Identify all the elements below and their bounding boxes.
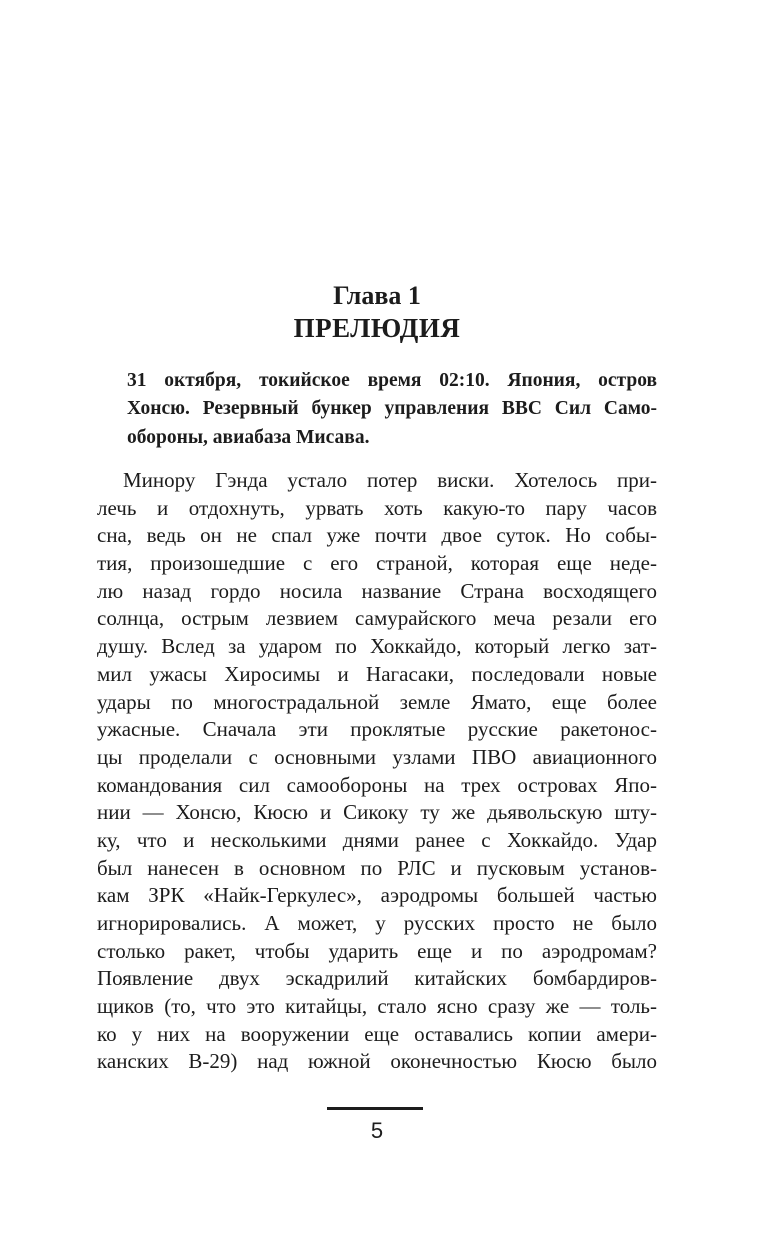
- text-line: ку, что и несколькими днями ранее с Хоккайдо. Удар: [97, 827, 657, 852]
- text-line: ко у них на вооружении еще оставались копии амери-: [97, 1021, 657, 1046]
- text-line: обороны, авиабаза Мисава.: [127, 426, 370, 448]
- text-line: нии — Хонсю, Кюсю и Сикоку ту же дьявольскую шту-: [97, 800, 657, 825]
- text-line: душу. Вслед за ударом по Хоккайдо, который легко зат-: [97, 634, 657, 659]
- text-line: лю назад гордо носила название Страна восходящего: [97, 578, 657, 603]
- text-line: щиков (то, что это китайцы, стало ясно сразу же — толь-: [97, 994, 657, 1019]
- page-number: 5: [370, 1118, 384, 1143]
- text-line: Минору Гэнда устало потер виски. Хотелось при-: [123, 468, 657, 492]
- scene-subtitle: [127, 367, 657, 452]
- text-line: 31 октября, токийское время 02:10. Япония, остров: [127, 370, 657, 391]
- text-line: канских В-29) над южной оконечностью Кюсю было: [97, 1049, 657, 1074]
- text-line: удары по многострадальной земле Ямато, еще более: [97, 689, 657, 714]
- chapter-title: ПРЕЛЮДИЯ: [293, 313, 461, 343]
- chapter-label: Глава 1: [333, 281, 421, 310]
- text-line: командования сил самообороны на трех островах Япо-: [97, 772, 657, 797]
- footer-rule: [327, 1107, 423, 1110]
- text-line: столько ракет, чтобы ударить еще и по аэродромам?: [97, 938, 657, 963]
- body-paragraph: [97, 467, 657, 1076]
- text-line: Хонсю. Резервный бункер управления ВВС Сил Само-: [127, 398, 657, 420]
- text-line: тия, произошедшие с его страной, которая еще неде-: [97, 551, 657, 576]
- text-line: был нанесен в основном по РЛС и пусковым установ-: [97, 855, 657, 880]
- text-line: Появление двух эскадрилий китайских бомбардиров-: [97, 966, 657, 991]
- chapter-heading: [97, 279, 657, 345]
- text-line: ужасные. Сначала эти проклятые русские ракетонос-: [97, 717, 657, 742]
- text-line: кам ЗРК «Найк-Геркулес», аэродромы большей частью: [97, 883, 657, 908]
- text-line: сна, ведь он не спал уже почти двое суток. Но собы-: [97, 523, 657, 548]
- text-line: мил ужасы Хиросимы и Нагасаки, последовали новые: [97, 661, 657, 686]
- text-line: солнца, острым лезвием самурайского меча резали его: [97, 606, 657, 631]
- text-line: игнорировались. А может, у русских просто не было: [97, 911, 657, 935]
- text-line: цы проделали с основными узлами ПВО авиационного: [97, 744, 657, 769]
- text-line: лечь и отдохнуть, урвать хоть какую-то пару часов: [97, 495, 657, 520]
